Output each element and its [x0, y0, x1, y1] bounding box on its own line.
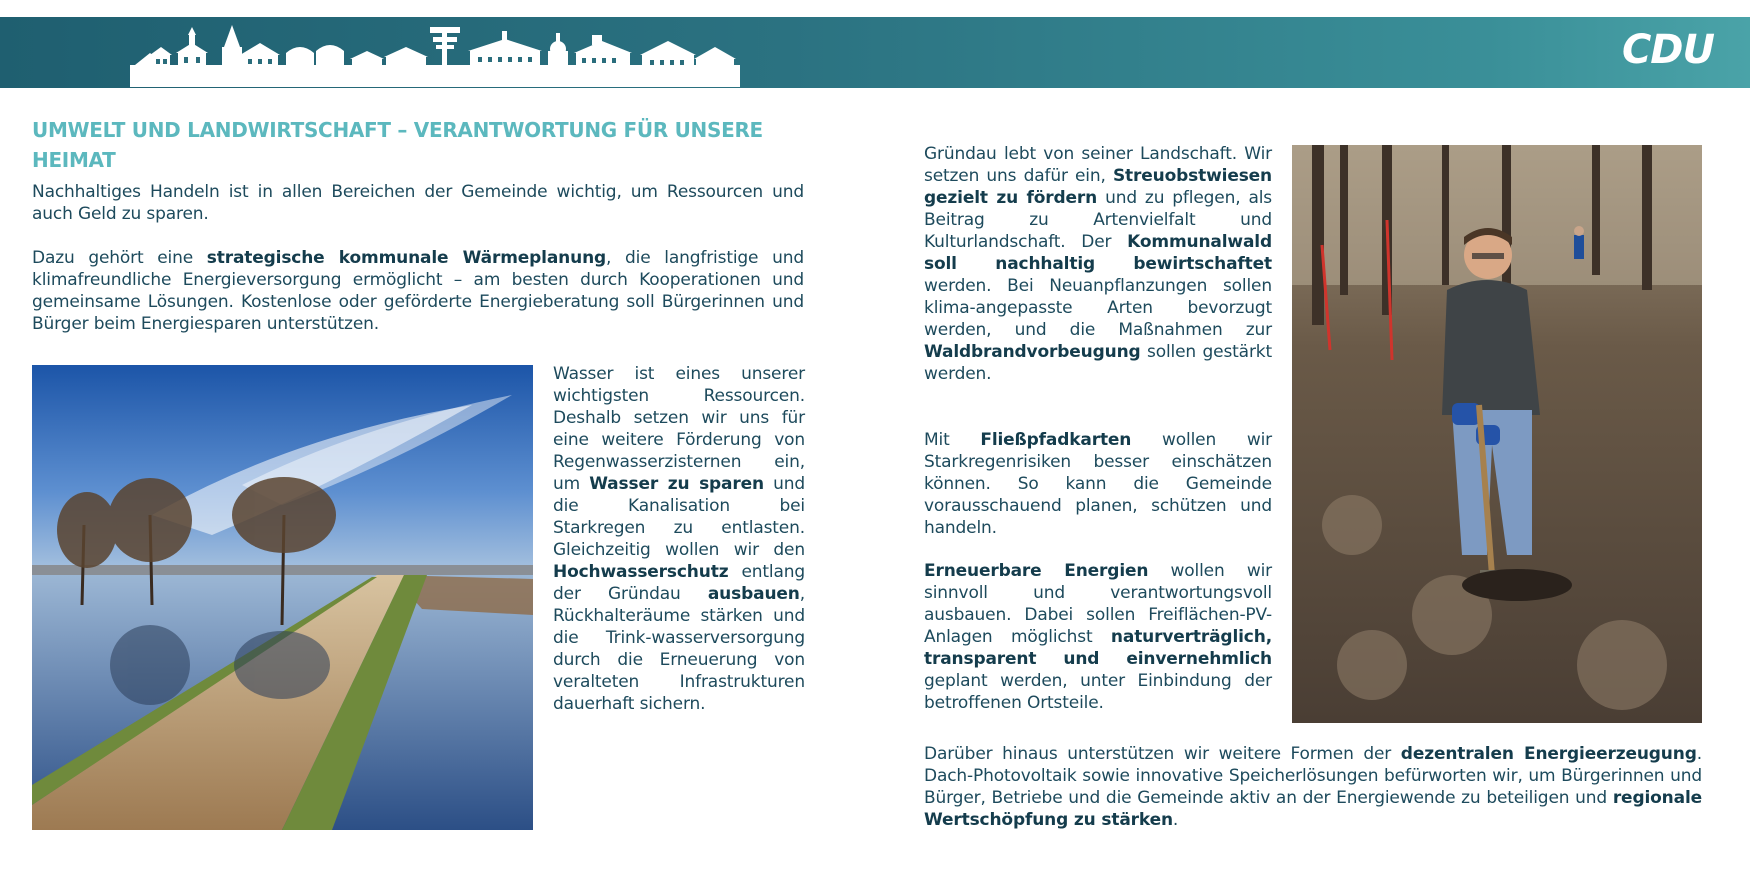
section-heading: UMWELT UND LANDWIRTSCHAFT – VERANTWORTUNG FÜR UNSERE HEIMAT	[32, 118, 763, 172]
water-paragraph: Wasser ist eines unserer wichtigsten Ressourcen. Deshalb setzen wir uns für eine weitere Förderung von Regenwasserzisternen ein, um Wasser zu sparen und die Kanalisation bei Starkregen zu entlasten. Gleichzeitig wollen wir den Hochwasserschutz entlang der Gründau ausbauen, Rückhalteräume stärken und die Trink-wasserversorgung durch die Erneuerung von veralteten Infrastrukturen dauerhaft sichern.	[553, 364, 805, 714]
decentral-energy-paragraph: Darüber hinaus unterstützen wir weitere Formen der dezentralen Energieerzeugung. Dach-Photovoltaik sowie innovative Speicherlösungen befürworten wir, um Bürgerinnen und Bürger, Betriebe und die Gemeinde aktiv an der Energiewende zu beteiligen und regionale Wertschöpfung zu stärken.	[924, 744, 1702, 830]
village-skyline-icon	[130, 25, 740, 87]
header-banner	[0, 17, 1750, 88]
landscape-paragraph: Gründau lebt von seiner Landschaft. Wir setzen uns dafür ein, Streuobstwiesen gezielt zu fördern und zu pflegen, als Beitrag zu Artenvielfalt und Kulturlandschaft. Der Kommunalwald soll nachhaltig bewirtschaftet werden. Bei Neuanpflanzungen sollen klima-angepasste Arten bevorzugt werden, und die Maßnahmen zur Waldbrandvorbeugung sollen gestärkt werden.	[924, 144, 1272, 384]
tree-planting-photo	[1292, 145, 1702, 723]
flooded-road-photo	[32, 365, 533, 830]
renewable-energy-paragraph: Erneuerbare Energien wollen wir sinnvoll und verantwortungsvoll ausbauen. Dabei sollen Freiflächen-PV-Anlagen möglichst naturverträglich, transparent und einvernehmlich geplant werden, unter Einbindung der betroffenen Ortsteile.	[924, 561, 1272, 713]
intro-paragraph: Nachhaltiges Handeln ist in allen Bereichen der Gemeinde wichtig, um Ressourcen und auch Geld zu sparen.	[32, 182, 804, 224]
flow-maps-paragraph: Mit Fließpfadkarten wollen wir Starkregenrisiken besser einschätzen können. So kann die Gemeinde vorausschauend planen, schützen und handeln.	[924, 430, 1272, 538]
party-logo: CDU	[1621, 27, 1714, 73]
heat-planning-paragraph: Dazu gehört eine strategische kommunale Wärmeplanung, die langfristige und klimafreundliche Energieversorgung ermöglicht – am besten durch Kooperationen und gemeinsame Lösungen. Kostenlose oder geförderte Energieberatung soll Bürgerinnen und Bürger beim Energiesparen unterstützen.	[32, 248, 804, 334]
